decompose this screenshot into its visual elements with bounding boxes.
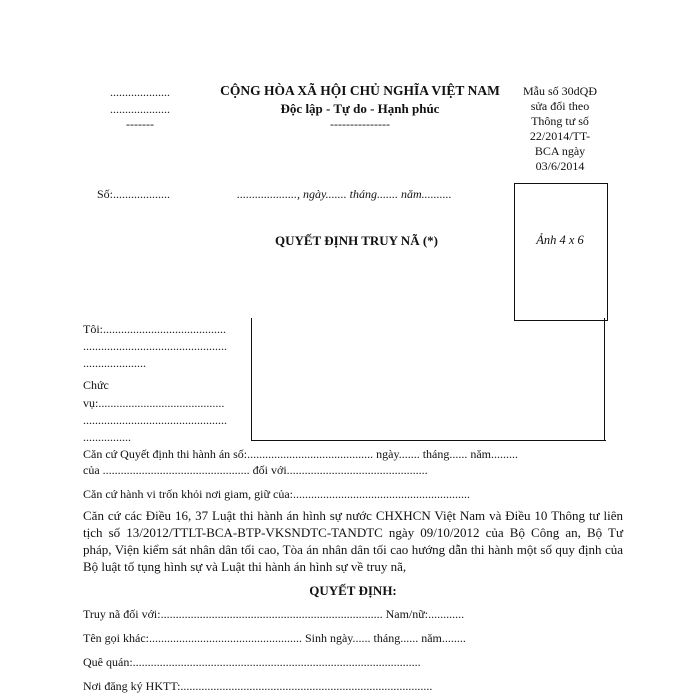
photo-frame: [514, 183, 608, 321]
form-note-line: 03/6/2014: [535, 159, 585, 173]
position-field-cont: ................................................: [83, 413, 227, 427]
issuer-line-2: ....................: [110, 102, 170, 116]
judgment-basis-line: Căn cứ Quyết định thi hành án số:.......................................... ngày....... tháng...... năm.........: [83, 447, 519, 461]
form-note-line: Mẫu số 30dQĐ: [523, 84, 597, 98]
legal-basis-paragraph: Căn cứ các Điều 16, 37 Luật thi hành án hình sự nước CHXHCN Việt Nam và Điều 10 Thông tư liên tịch số 13/2012/TTLT-BCA-BTP-VKSNDTC-TANDTC ngày 09/10/2012 của Bộ Công an, Bộ Tư pháp, Viện kiểm sát nhân dân tối cao, Tòa án nhân dân tối cao hướng dẫn thi hành một số quy định của Bộ luật tố tụng hình sự và Luật thi hành án hình sự về truy nã,: [83, 508, 623, 574]
form-note: [510, 84, 610, 174]
position-label: Chức: [83, 378, 109, 392]
hometown-field: Quê quán:................................................................................................: [83, 655, 421, 669]
motto: Độc lập - Tự do - Hạnh phúc: [280, 101, 440, 116]
official-name-field: Tôi:.........................................: [83, 322, 226, 336]
issuer-rule: -------: [126, 117, 154, 131]
document-number: Số:...................: [97, 187, 171, 201]
official-name-field-cont: ................................................: [83, 339, 227, 353]
document-title: QUYẾT ĐỊNH TRUY NÃ (*): [275, 233, 438, 248]
position-field: vụ:..........................................: [83, 396, 225, 410]
photo-label: Ảnh 4 x 6: [536, 233, 584, 247]
motto-rule: ---------------: [330, 117, 390, 131]
form-note-line: sửa đổi theo: [530, 99, 590, 113]
photo-frame-left: [251, 318, 252, 441]
position-field-cont: ................: [83, 430, 131, 444]
wanted-person-field: Truy nã đối với:.......................................................................... Nam/nữ:............: [83, 607, 465, 621]
form-note-line: 22/2014/TT-: [529, 129, 591, 143]
photo-frame-right: [604, 318, 605, 441]
official-name-field-cont: .....................: [83, 356, 146, 370]
form-note-line: BCA ngày: [534, 144, 586, 158]
issuer-line-1: ....................: [110, 85, 170, 99]
form-note-line: Thông tư số: [531, 114, 589, 128]
judgment-basis-line-2: của ................................................. đối với...............................................: [83, 463, 428, 477]
alias-field: Tên gọi khác:................................................... Sinh ngày...... tháng...... năm........: [83, 631, 466, 645]
place-date-line: ...................., ngày....... tháng....... năm..........: [237, 187, 452, 201]
escape-basis-line: Căn cứ hành vi trốn khỏi nơi giam, giữ của:...........................................................: [83, 487, 470, 501]
nation-heading: CỘNG HÒA XÃ HỘI CHỦ NGHĨA VIỆT NAM: [220, 83, 500, 98]
residence-field: Nơi đăng ký HKTT:....................................................................................: [83, 679, 433, 693]
decision-heading: QUYẾT ĐỊNH:: [309, 583, 397, 598]
photo-frame-bottom: [251, 440, 606, 441]
